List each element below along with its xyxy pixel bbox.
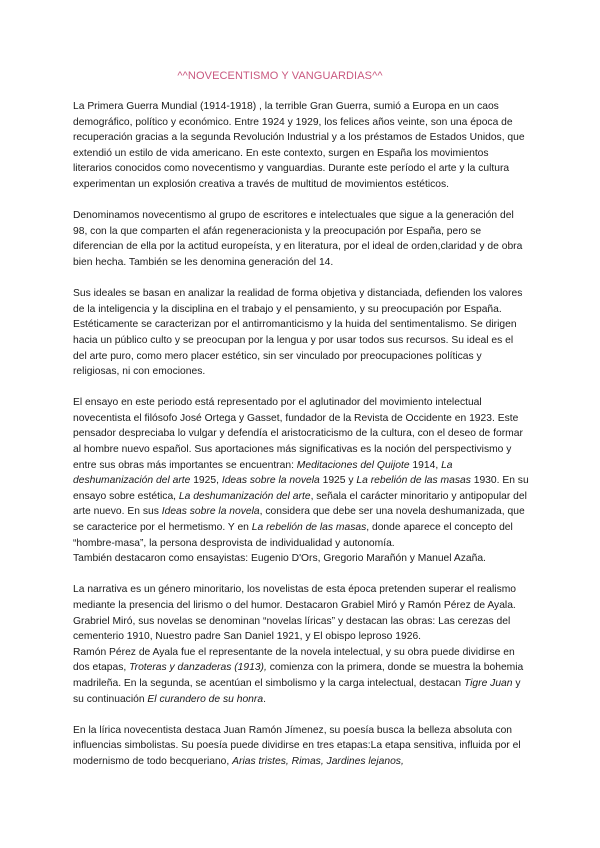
paragraph-lirica: En la lírica novecentista destaca Juan Ramón Jímenez, su poesía busca la belleza absoluta con influencias simbolistas. Su poesía puede dividirse en tres etapas:La etapa sensitiva, influida por el modernismo de todo becqueriano, Arias tristes, Rimas, Jardines lejanos,: [73, 724, 521, 767]
work-title: La rebelión de las masas: [356, 475, 471, 487]
document-title: ^^NOVECENTISMO Y VANGUARDIAS^^: [177, 70, 383, 82]
work-title: La deshumanización del arte: [73, 459, 453, 487]
work-title: Tigre Juan: [463, 677, 513, 689]
work-title: Ideas sobre la novela: [221, 475, 320, 487]
paragraph-miro: Grabriel Miró, sus novelas se denominan “novelas líricas” y destacan las obras: Las cerezas del cementerio 1910, Nuestro padre San Daniel 1921, y El obispo leproso 1926.: [73, 615, 511, 643]
work-title: Troteras y danzaderas (1913),: [129, 662, 267, 674]
work-title: La deshumanización del arte: [178, 490, 311, 502]
paragraph-context: La Primera Guerra Mundial (1914-1918) , la terrible Gran Guerra, sumió a Europa en un caos demográfico, político y económico. Entre 1924 y 1929, los felices años veinte, son una época de recuperación gracias a la segunda Revolución Industrial y a los préstamos de Estados Unidos, que extendió un estilo de vida americano. En este contexto, surgen en España los movimientos literarios conocidos como novecentismo y vanguardias. Durante este período el arte y la cultura experimentan un explosión creativa a través de multitud de movimientos estéticos.: [73, 101, 525, 190]
paragraph-ideals: Sus ideales se basan en analizar la realidad de forma objetiva y distanciada, defienden los valores de la inteligencia y la disciplina en el trabajo y el pensamiento, y su preocupación por España. Estéticamente se caracterizan por el antirromanticismo y la huida del sentimentalismo. Se dirigen hacia un público culto y se preocupan por la lengua y por usar todos sus recursos. Su ideal es el del arte puro, como mero placer estético, sin ser vinculado por preocupaciones políticas y religiosas, ni con emociones.: [73, 288, 523, 378]
work-title: La rebelión de las masas: [251, 522, 367, 534]
work-title: El curandero de su honra: [147, 693, 264, 705]
paragraph-perez-de-ayala: Ramón Pérez de Ayala fue el representante de la novela intelectual, y su obra puede dividirse en dos etapas, Troteras y danzaderas (1913), comienza con la primera, donde se muestra la bohemia madrileña. En la segunda, se acentúan el simbolismo y la carga intelectual, destacan Tigre Juan y su continuación El curandero de su honra.: [73, 646, 524, 705]
paragraph-novecentismo-definition: Denominamos novecentismo al grupo de escritores e intelectuales que sigue a la generación del 98, con la que comparten el afán regeneracionista y la preocupación por España, pero se diferencian de ella por la actitud europeísta, y en literatura, por el ideal de orden,claridad y de obra bien hecha. También se les denomina generación del 14.: [73, 210, 523, 268]
work-title: Ideas sobre la novela: [161, 506, 260, 518]
work-title: Meditaciones del Quijote: [296, 459, 410, 471]
paragraph-ensayistas: También destacaron como ensayistas: Eugenio D'Ors, Gregorio Marañón y Manuel Azaña.: [73, 553, 486, 565]
paragraph-narrativa: La narrativa es un género minoritario, los novelistas de esta época pretenden superar el realismo mediante la presencia del lirismo o del humor. Destacaron Grabiel Miró y Ramón Pérez de Ayala.: [73, 584, 517, 611]
paragraph-ensayo: El ensayo en este periodo está representado por el aglutinador del movimiento intelectual novecentista el filósofo José Ortega y Gasset, fundador de la Revista de Occidente en 1923. Este pensador despreciaba lo vulgar y defendía el aristocraticismo de la cultura, con el deseo de formar al hombre nuevo español. Sus aportaciones más significativas es la noción del perspectivismo y entre sus obras más importantes se encuentran: Meditaciones del Quijote 1914, La deshumanización del arte 1925, Ideas sobre la novela 1925 y La rebelión de las masas 1930. En su ensayo sobre estética, La deshumanización del arte, señala el carácter minoritario y antipopular del arte nuevo. En sus Ideas sobre la novela, considera que debe ser una novela deshumanizada, que se caracterice por el hermetismo. Y en La rebelión de las masas, donde aparece el concepto del “hombre-masa”, la persona desprovista de individualidad y autonomía.: [73, 397, 529, 549]
work-title: Arias tristes, Rimas, Jardines lejanos,: [232, 755, 404, 767]
document-body: [73, 99, 529, 770]
